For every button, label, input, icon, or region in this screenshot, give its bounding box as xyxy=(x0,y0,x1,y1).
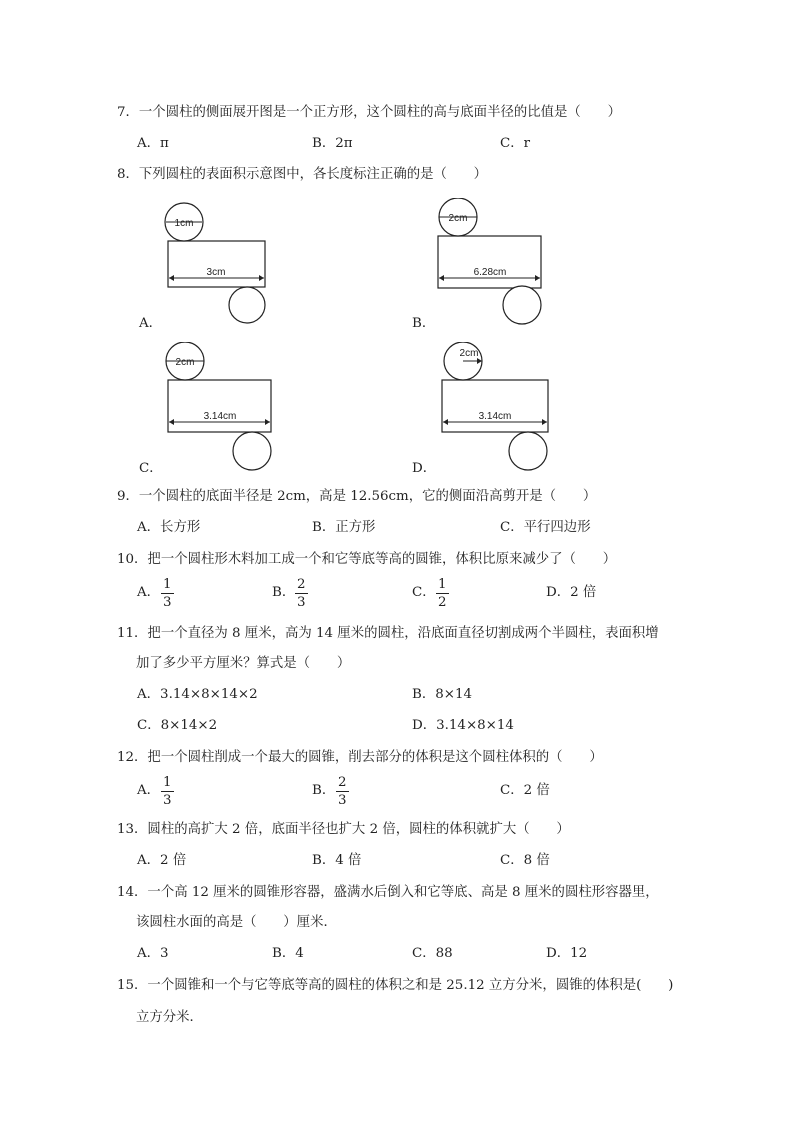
q10-fraction-b xyxy=(295,578,308,610)
net-bottom-circle xyxy=(233,432,271,470)
circle-label: 1cm xyxy=(174,218,194,229)
q14-stem-line2: 该圆柱水面的高是（ ）厘米． xyxy=(136,915,337,930)
q7-option-a[interactable]: A．π xyxy=(137,136,169,151)
fraction-numerator: 1 xyxy=(163,577,172,592)
q8-figure-c xyxy=(160,342,275,472)
circle-label: 2cm xyxy=(448,213,468,224)
net-bottom-circle xyxy=(229,287,265,323)
q14-option-a[interactable]: A．3 xyxy=(137,946,169,961)
q9-option-b[interactable]: B．正方形 xyxy=(312,520,376,535)
fraction-denominator: 3 xyxy=(163,793,172,809)
q8-stem: 8．下列圆柱的表面积示意图中，各长度标注正确的是（ ） xyxy=(117,167,488,182)
q15-stem-line2: 立方分米． xyxy=(136,1010,203,1025)
fraction-numerator: 2 xyxy=(297,577,306,592)
q10-stem: 10．把一个圆柱形木料加工成一个和它等底等高的圆锥，体积比原来减少了（ ） xyxy=(117,552,617,567)
q14-option-c[interactable]: C．88 xyxy=(412,946,453,961)
q12-stem: 12．把一个圆柱削成一个最大的圆锥，削去部分的体积是这个圆柱体积的（ ） xyxy=(117,750,603,765)
rect-label: 3.14cm xyxy=(203,411,237,422)
fraction-numerator: 1 xyxy=(438,577,447,592)
q8-option-d[interactable]: D． xyxy=(412,461,437,476)
q9-option-c[interactable]: C．平行四边形 xyxy=(500,520,591,535)
q13-option-c[interactable]: C．8 倍 xyxy=(500,853,550,868)
q8-figure-a xyxy=(160,198,275,328)
fraction-numerator: 1 xyxy=(163,775,172,790)
q12-fraction-a xyxy=(161,776,174,808)
q13-option-a[interactable]: A．2 倍 xyxy=(137,853,187,868)
q13-stem: 13．圆柱的高扩大 2 倍，底面半径也扩大 2 倍，圆柱的体积就扩大（ ） xyxy=(117,822,570,837)
q12-fraction-b xyxy=(336,776,349,808)
q9-stem: 9．一个圆柱的底面半径是 2cm，高是 12.56cm，它的侧面沿高剪开是（ ） xyxy=(117,489,597,504)
q9-option-a[interactable]: A．长方形 xyxy=(137,520,201,535)
q8-option-a[interactable]: A． xyxy=(139,316,163,331)
rect-label: 6.28cm xyxy=(473,267,507,278)
q11-option-b[interactable]: B．8×14 xyxy=(412,687,473,702)
net-bottom-circle xyxy=(503,286,541,324)
q11-stem-line2: 加了多少平方厘米？算式是（ ） xyxy=(136,656,351,671)
q11-option-d[interactable]: D．3.14×8×14 xyxy=(412,718,514,733)
fraction-denominator: 3 xyxy=(297,595,306,611)
circle-label: 2cm xyxy=(459,348,479,359)
q14-stem-line1: 14．一个高 12 厘米的圆锥形容器，盛满水后倒入和它等底、高是 8 厘米的圆柱形容器里， xyxy=(117,885,659,900)
q11-option-c[interactable]: C．8×14×2 xyxy=(137,718,218,733)
q10-option-d[interactable]: D．2 倍 xyxy=(546,585,597,600)
q8-option-c[interactable]: C． xyxy=(139,461,163,476)
q10-fraction-c xyxy=(436,578,449,610)
fraction-denominator: 3 xyxy=(163,595,172,611)
q12-option-c[interactable]: C．2 倍 xyxy=(500,783,550,798)
q12-option-b[interactable]: B． xyxy=(312,783,336,798)
fraction-denominator: 3 xyxy=(338,793,347,809)
net-bottom-circle xyxy=(509,432,547,470)
fraction-numerator: 2 xyxy=(338,775,347,790)
q7-option-c[interactable]: C．r xyxy=(500,136,531,151)
q11-option-a[interactable]: A．3.14×8×14×2 xyxy=(137,687,258,702)
q14-option-d[interactable]: D．12 xyxy=(546,946,588,961)
q10-option-b[interactable]: B． xyxy=(272,585,296,600)
q10-fraction-a xyxy=(161,578,174,610)
circle-label: 2cm xyxy=(175,357,195,368)
q12-option-a[interactable]: A． xyxy=(137,783,161,798)
q7-stem: 7．一个圆柱的侧面展开图是一个正方形，这个圆柱的高与底面半径的比值是（ ） xyxy=(117,105,621,120)
rect-label: 3cm xyxy=(206,267,226,278)
q7-option-b[interactable]: B．2π xyxy=(312,136,353,151)
q10-option-a[interactable]: A． xyxy=(137,585,161,600)
q8-figure-d xyxy=(436,342,554,472)
q10-option-c[interactable]: C． xyxy=(412,585,436,600)
q13-option-b[interactable]: B．4 倍 xyxy=(312,853,362,868)
rect-label: 3.14cm xyxy=(478,411,512,422)
fraction-denominator: 2 xyxy=(438,595,447,611)
q15-stem-line1: 15．一个圆锥和一个与它等底等高的圆柱的体积之和是 25.12 立方分米，圆锥的体积是( ) xyxy=(117,978,674,993)
q8-option-b[interactable]: B． xyxy=(412,316,436,331)
q11-stem-line1: 11．把一个直径为 8 厘米，高为 14 厘米的圆柱，沿底面直径切割成两个半圆柱，表面积增 xyxy=(117,626,659,641)
q8-figure-b xyxy=(430,198,550,328)
q14-option-b[interactable]: B．4 xyxy=(272,946,304,961)
